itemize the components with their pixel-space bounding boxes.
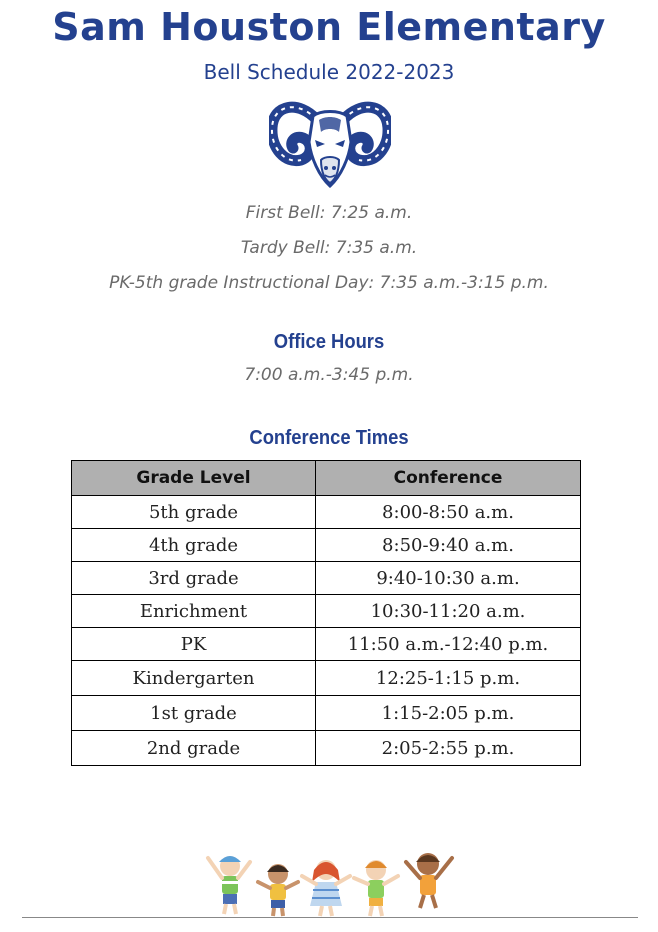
grade-cell: 3rd grade <box>72 562 316 595</box>
grade-cell: PK <box>72 628 316 661</box>
kids-jumping-illustration-icon <box>200 848 462 918</box>
grade-cell: Kindergarten <box>72 661 316 696</box>
conference-table <box>71 460 581 766</box>
tardy-bell-text: Tardy Bell: 7:35 a.m. <box>240 238 418 258</box>
time-cell: 1:15-2:05 p.m. <box>316 696 581 731</box>
table-row <box>72 696 581 731</box>
grade-cell: Enrichment <box>72 595 316 628</box>
time-cell: 8:00-8:50 a.m. <box>316 496 581 529</box>
table-row <box>72 595 581 628</box>
conference-times-heading: Conference Times <box>249 427 409 449</box>
table-row <box>72 731 581 766</box>
time-cell: 10:30-11:20 a.m. <box>316 595 581 628</box>
instructional-day-text: PK-5th grade Instructional Day: 7:35 a.m.-3:15 p.m. <box>109 273 549 293</box>
office-hours-heading: Office Hours <box>273 331 385 353</box>
column-header-grade: Grade Level <box>72 461 316 496</box>
ram-mascot-icon <box>269 98 391 190</box>
grade-cell: 2nd grade <box>72 731 316 766</box>
table-row <box>72 628 581 661</box>
time-cell: 8:50-9:40 a.m. <box>316 529 581 562</box>
time-cell: 12:25-1:15 p.m. <box>316 661 581 696</box>
first-bell-text: First Bell: 7:25 a.m. <box>245 203 413 223</box>
table-row <box>72 661 581 696</box>
grade-cell: 4th grade <box>72 529 316 562</box>
table-row <box>72 496 581 529</box>
time-cell: 2:05-2:55 p.m. <box>316 731 581 766</box>
page-title: Sam Houston Elementary <box>52 5 606 49</box>
table-row <box>72 562 581 595</box>
grade-cell: 1st grade <box>72 696 316 731</box>
table-row <box>72 529 581 562</box>
time-cell: 9:40-10:30 a.m. <box>316 562 581 595</box>
office-hours-value: 7:00 a.m.-3:45 p.m. <box>244 365 414 385</box>
grade-cell: 5th grade <box>72 496 316 529</box>
bell-times <box>0 196 658 301</box>
footer-divider <box>22 917 638 918</box>
page-subtitle: Bell Schedule 2022-2023 <box>203 60 455 84</box>
time-cell: 11:50 a.m.-12:40 p.m. <box>316 628 581 661</box>
table-header-row <box>72 461 581 496</box>
column-header-conference: Conference <box>316 461 581 496</box>
